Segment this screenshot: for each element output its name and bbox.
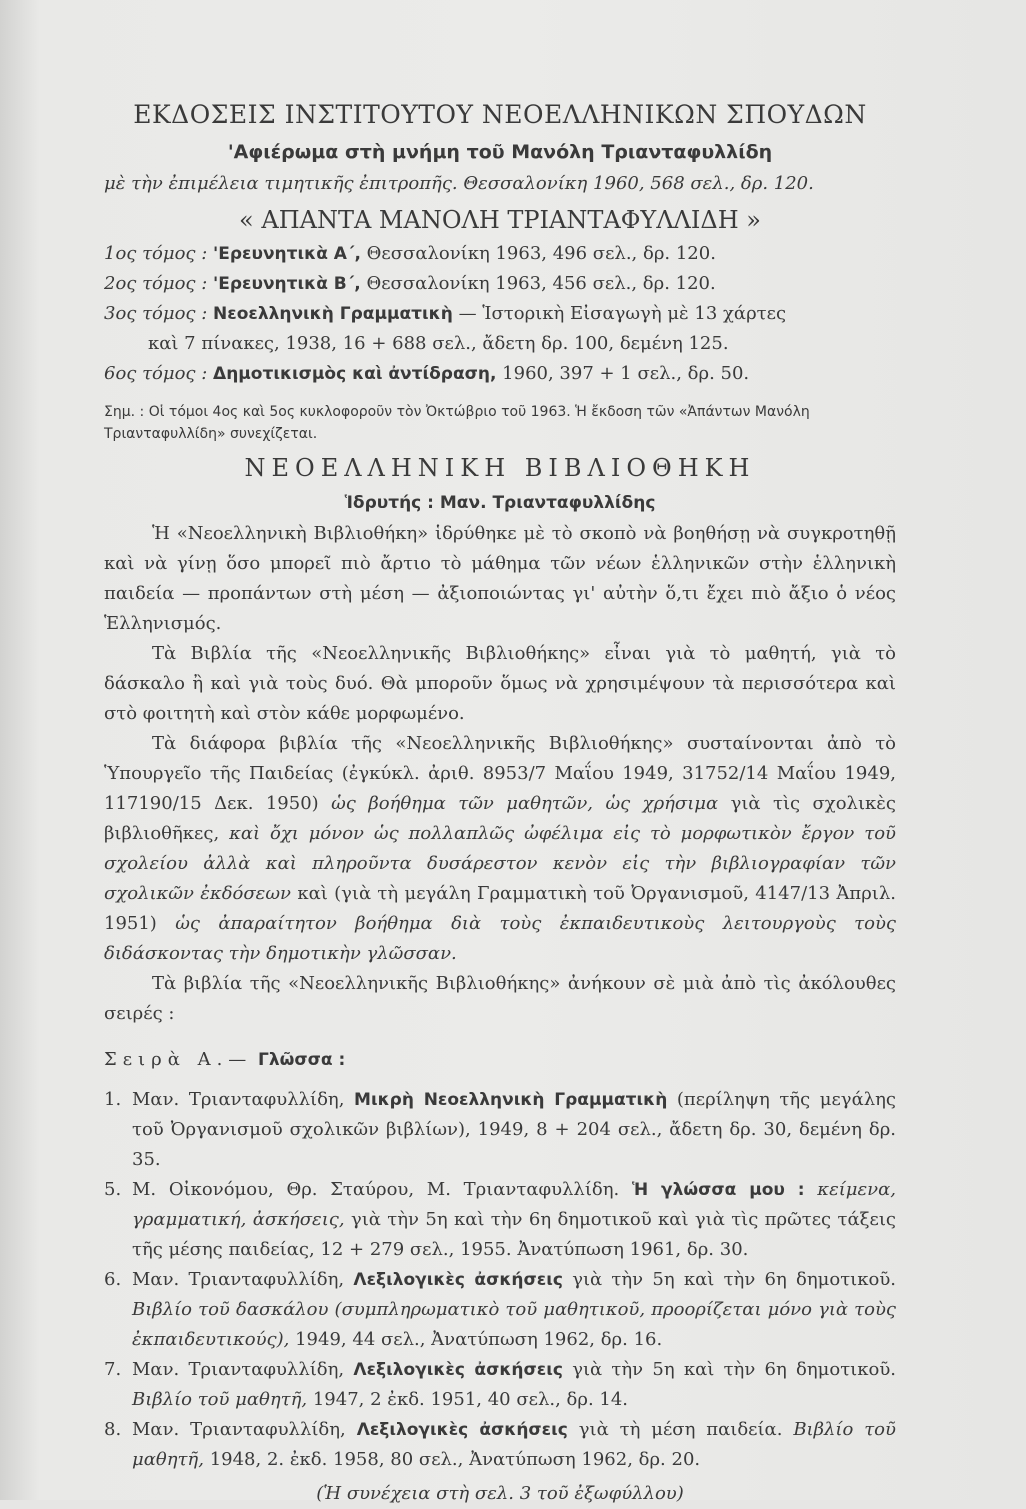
volume-details: — Ἱστορικὴ Εἰσαγωγὴ μὲ 13 χάρτες [458, 303, 787, 324]
book-details: γιὰ τὴ μέση παιδεία. [578, 1419, 783, 1440]
book-title: Λεξιλογικὲς ἀσκήσεις [353, 1360, 563, 1380]
book-number: 6. [104, 1269, 122, 1290]
book-author: Μαν. Τριανταφυλλίδη, [132, 1359, 345, 1380]
volume-label: 1ος τόμος : [104, 243, 208, 264]
book-title: Μικρὴ Νεοελληνικὴ Γραμματικὴ [354, 1090, 668, 1110]
p3-italic-3: ὡς ἀπαραίτητον βοήθημα διὰ τοὺς ἐκπαιδευτικοὺς λειτουργοὺς τοὺς διδάσκοντας τὴν δημοτικὴν γλῶσσαν. [104, 913, 896, 964]
publisher-heading: ΕΚΔΟΣΕΙΣ ΙΝΣΤΙΤΟΥΤΟΥ ΝΕΟΕΛΛΗΝΙΚΩΝ ΣΠΟΥΔΩΝ [133, 100, 867, 129]
book-author: Μαν. Τριανταφυλλίδη, [132, 1269, 345, 1290]
library-paragraph-2: Τὰ Βιβλία τῆς «Νεοελληνικῆς Βιβλιοθήκης» εἶναι γιὰ τὸ μαθητή, γιὰ τὸ δάσκαλο ἢ καὶ γιὰ τοὺς δυό. Θὰ μποροῦν ὅμως νὰ χρησιμέψουν τὰ περισσότερα καὶ στὸ φοιτητὴ καὶ στὸν κάθε μορφωμένο. [104, 643, 896, 724]
book-details: γιὰ τὴν 5η καὶ τὴν 6η δημοτικοῦ καὶ γιὰ τὶς πρῶτες τάξεις τῆς μέσης παιδείας, 12 + 279 σελ., 1955. Ἀνατύπωση 1961, δρ. 30. [132, 1209, 896, 1260]
volume-list [104, 239, 896, 389]
volume-entry [104, 239, 896, 269]
book-publication: 1948, 2. ἐκδ. 1958, 80 σελ., Ἀνατύπωση 1962, δρ. 20. [209, 1449, 701, 1470]
book-number: 8. [104, 1419, 122, 1440]
continuation-note: (Ἡ συνέχεια στὴ σελ. 3 τοῦ ἐξωφύλλου) [316, 1483, 684, 1504]
volume-details: Θεσσαλονίκη 1963, 496 σελ., δρ. 120. [366, 243, 716, 264]
volume-entry [104, 359, 896, 389]
volume-title: Δημοτικισμὸς καὶ ἀντίδραση, [213, 364, 497, 384]
book-item [104, 1355, 896, 1415]
book-details: γιὰ τὴν 5η καὶ τὴν 6η δημοτικοῦ. [572, 1269, 896, 1290]
volume-details: 1960, 397 + 1 σελ., δρ. 50. [502, 363, 750, 384]
book-list [104, 1085, 896, 1475]
book-details: γιὰ τὴν 5η καὶ τὴν 6η δημοτικοῦ. [572, 1359, 896, 1380]
library-paragraph-4: Τὰ βιβλία τῆς «Νεοελληνικῆς Βιβλιοθήκης» ἀνήκουν σὲ μιὰ ἀπὸ τὶς ἀκόλουθες σειρές : [104, 973, 896, 1024]
book-author: Μαν. Τριανταφυλλίδη, [132, 1089, 345, 1110]
series-label: Σειρὰ Α.— [104, 1049, 253, 1070]
series-name: Γλῶσσα : [258, 1050, 346, 1070]
apanta-note: Σημ. : Οἱ τόμοι 4ος καὶ 5ος κυκλοφοροῦν τὸν Ὀκτώβριο τοῦ 1963. Ἡ ἔκδοση τῶν «Ἀπάντων Μανόλη Τριανταφυλλίδη» συνεχίζεται. [104, 404, 810, 442]
book-number: 7. [104, 1359, 122, 1380]
tribute-title: 'Αφιέρωμα στὴ μνήμη τοῦ Μανόλη Τριανταφυλλίδη [227, 141, 773, 163]
p3-mid-1: γιὰ τὶς σχολικὲς βιβλιοθῆκες, [104, 793, 896, 844]
book-details: (περίληψη τῆς μεγάλης τοῦ Ὀργανισμοῦ σχολικῶν βιβλίων), 1949, 8 + 204 σελ., ἄδετη δρ. 30, δεμένη δρ. 35. [132, 1089, 896, 1170]
volume-label: 3ος τόμος : [104, 303, 208, 324]
volume-title: 'Ερευνητικὰ Β΄, [213, 274, 361, 294]
book-author: Μ. Οἰκονόμου, Θρ. Σταύρου, Μ. Τριανταφυλλίδη. [132, 1179, 620, 1200]
book-item [104, 1265, 896, 1355]
p3-italic-2: καὶ ὄχι μόνον ὡς πολλαπλῶς ὠφέλιμα εἰς τὸ μορφωτικὸν ἔργον τοῦ σχολείου ἀλλὰ καὶ πληροῦντα δυσάρεστον κενὸν εἰς τὴν βιβλιογραφίαν τῶν σχολικῶν ἐκδόσεων [104, 823, 896, 904]
book-publication: 1949, 44 σελ., Ἀνατύπωση 1962, δρ. 16. [295, 1329, 663, 1350]
book-title: Λεξιλογικὲς ἀσκήσεις [353, 1270, 563, 1290]
volume-label: 6ος τόμος : [104, 363, 208, 384]
p3-mid-2: καὶ (γιὰ τὴ μεγάλη Γραμματικὴ τοῦ Ὀργανισμοῦ, 4147/13 Ἀπριλ. 1951) [104, 883, 896, 934]
apanta-title: « ΑΠΑΝΤΑ ΜΑΝΟΛΗ ΤΡΙΑΝΤΑΦΥΛΛΙΔΗ » [239, 206, 761, 234]
volume-entry [104, 299, 896, 359]
volume-title: 'Ερευνητικὰ Α΄, [213, 244, 361, 264]
book-title: Ἡ γλώσσα μου : [631, 1180, 805, 1200]
book-number: 5. [104, 1179, 122, 1200]
library-title: ΝΕΟΕΛΛΗΝΙΚΗ ΒΙΒΛΙΟΘΗΚΗ [244, 454, 756, 482]
volume-label: 2ος τόμος : [104, 273, 208, 294]
book-edition-note: Βιβλίο τοῦ μαθητῆ, [132, 1389, 308, 1410]
book-item [104, 1085, 896, 1175]
page-content [104, 95, 896, 1509]
library-founder: Ἱδρυτής : Μαν. Τριανταφυλλίδης [344, 493, 656, 513]
book-title: Λεξιλογικὲς ἀσκήσεις [356, 1420, 568, 1440]
book-edition-note: Βιβλίο τοῦ μαθητῆ, [132, 1419, 896, 1470]
volume-title: Νεοελληνικὴ Γραμματικὴ [213, 304, 453, 324]
library-paragraph-3 [104, 729, 896, 969]
series-heading [104, 1043, 896, 1077]
volume-details: Θεσσαλονίκη 1963, 456 σελ., δρ. 120. [366, 273, 716, 294]
tribute-description: μὲ τὴν ἐπιμέλεια τιμητικῆς ἐπιτροπῆς. Θεσσαλονίκη 1960, 568 σελ., δρ. 120. [104, 173, 814, 194]
book-item [104, 1175, 896, 1265]
library-paragraph-1: Ἡ «Νεοελληνικὴ Βιβλιοθήκη» ἱδρύθηκε μὲ τὸ σκοπὸ νὰ βοηθήσῃ νὰ συγκροτηθῇ καὶ νὰ γίνῃ ὅσο μπορεῖ πιὸ ἄρτιο τὸ μάθημα τῶν νέων ἑλληνικῶν στὴν ἑλληνικὴ παιδεία — προπάντων στὴ μέση — ἀξιοποιώντας γι' αὐτὴν ὅ,τι ἔχει πιὸ ἄξιο ὁ νέος Ἑλληνισμός. [104, 523, 896, 634]
volume-continuation: καὶ 7 πίνακες, 1938, 16 + 688 σελ., ἄδετη δρ. 100, δεμένη 125. [148, 333, 729, 354]
book-author: Μαν. Τριανταφυλλίδη, [132, 1419, 346, 1440]
p3-italic-1: ὡς βοήθημα τῶν μαθητῶν, ὡς χρήσιμα [331, 793, 719, 814]
volume-entry [104, 269, 896, 299]
book-publication: 1947, 2 ἐκδ. 1951, 40 σελ., δρ. 14. [312, 1389, 629, 1410]
book-subtitle: κείμενα, γραμματική, ἀσκήσεις, [132, 1179, 896, 1230]
book-edition-note: Βιβλίο τοῦ δασκάλου (συμπληρωματικὸ τοῦ μαθητικοῦ, προορίζεται μόνο γιὰ τοὺς ἐκπαιδευτικούς), [132, 1299, 896, 1350]
p3-intro: Τὰ διάφορα βιβλία τῆς «Νεοελληνικῆς Βιβλιοθήκης» συσταίνονται ἀπὸ τὸ Ὑπουργεῖο τῆς Παιδείας (ἐγκύκλ. ἀριθ. 8953/7 Μαΐου 1949, 31752/14 Μαΐου 1949, 117190/15 Δεκ. 1950) [104, 733, 896, 814]
book-item [104, 1415, 896, 1475]
book-number: 1. [104, 1089, 122, 1110]
